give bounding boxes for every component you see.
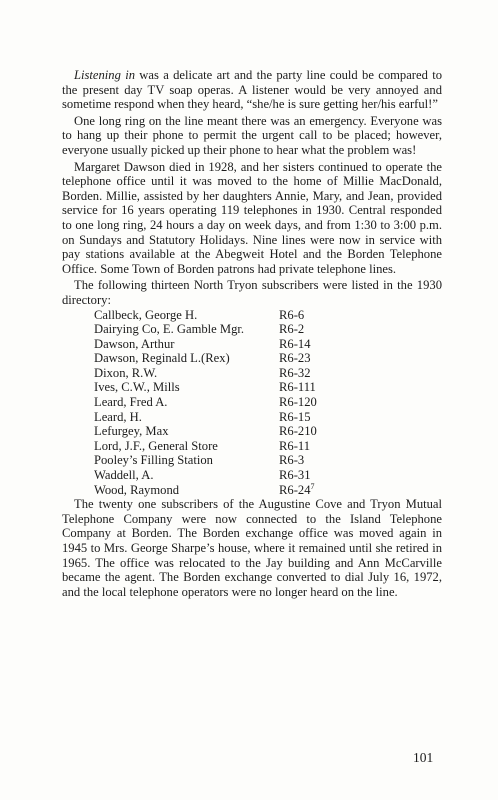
directory-entry (94, 337, 442, 352)
directory-entry (94, 322, 442, 337)
subscriber-name: Leard, Fred A. (94, 395, 168, 410)
subscriber-directory (94, 308, 442, 498)
subscriber-number: R6-14 (279, 336, 311, 351)
subscriber-name: Waddell, A. (94, 468, 154, 483)
directory-entry (94, 395, 442, 410)
subscriber-number (279, 483, 314, 498)
directory-entry (94, 410, 442, 425)
subscriber-number: R6-6 (279, 307, 305, 322)
subscriber-number: R6-11 (279, 438, 311, 453)
subscriber-name: Ives, C.W., Mills (94, 380, 180, 395)
subscriber-number: R6-210 (279, 424, 317, 439)
subscriber-number: R6-120 (279, 395, 317, 410)
subscriber-name: Leard, H. (94, 409, 142, 424)
directory-entry (94, 424, 442, 439)
paragraph-directory-intro: The following thirteen North Tryon subscribers were listed in the 1930 directory: (62, 278, 442, 307)
directory-entry (94, 308, 442, 323)
subscriber-name: Pooley’s Filling Station (94, 453, 213, 468)
subscriber-name: Dixon, R.W. (94, 365, 158, 380)
directory-entry (94, 380, 442, 395)
subscriber-number: R6-3 (279, 453, 305, 468)
subscriber-name: Dawson, Reginald L.(Rex) (94, 351, 230, 366)
subscriber-number: R6-32 (279, 365, 311, 380)
subscriber-number: R6-31 (279, 468, 311, 483)
directory-entry (94, 453, 442, 468)
page-number: 101 (413, 750, 434, 765)
footnote-marker: 7 (310, 481, 315, 491)
paragraph-exchange-history: The twenty one subscribers of the Augustine Cove and Tryon Mutual Telephone Company were now connected to the Island Telephone Company at Borden. The Borden exchange office was moved again in 1945 to Mrs. George Sharpe’s house, where it remained until she retired in 1965. The office was relocated to the Jay building and Ann McCarville became the agent. The Borden exchange converted to dial July 16, 1972, and the local telephone operators were no longer heard on the line. (62, 497, 442, 599)
directory-entry (94, 468, 442, 483)
directory-entry (94, 366, 442, 381)
directory-entry (94, 483, 442, 498)
subscriber-name: Lord, J.F., General Store (94, 438, 218, 453)
subscriber-name: Callbeck, George H. (94, 307, 198, 322)
subscriber-number: R6-111 (279, 380, 316, 395)
subscriber-name: Dawson, Arthur (94, 336, 175, 351)
paragraph-listening-in (62, 68, 442, 112)
subscriber-number: R6-2 (279, 322, 305, 337)
directory-entry (94, 351, 442, 366)
subscriber-number: R6-23 (279, 351, 311, 366)
directory-entry (94, 439, 442, 454)
paragraph-history: Margaret Dawson died in 1928, and her sisters continued to operate the telephone office until it was moved to the home of Millie MacDonald, Borden. Millie, assisted by her daughters Annie, Mary, and Jean, provided service for 16 years operating 119 telephones in 1930. Central responded to one long ring, 24 hours a day on week days, and from 1:30 to 3:00 p.m. on Sundays and Statutory Holidays. Nine lines were now in service with pay stations available at the Abegweit Hotel and the Borden Telephone Office. Some Town of Borden patrons had private telephone lines. (62, 159, 442, 276)
italic-phrase: Listening in (74, 68, 135, 82)
subscriber-name: Lefurgey, Max (94, 424, 169, 439)
subscriber-number: R6-15 (279, 409, 311, 424)
subscriber-number-value: R6-24 (279, 482, 311, 497)
paragraph-text: was a delicate art and the party line could be compared to the present day TV soap operas. A listener would be very annoyed and sometime respond when they heard, “she/he is sure getting her/his earful!” (62, 68, 442, 112)
subscriber-name: Wood, Raymond (94, 482, 180, 497)
paragraph-emergency: One long ring on the line meant there was an emergency. Everyone was to hang up their phone to permit the urgent call to be placed; however, everyone usually picked up their phone to hear what the problem was! (62, 113, 442, 157)
subscriber-name: Dairying Co, E. Gamble Mgr. (94, 322, 245, 337)
page-body (62, 68, 442, 599)
